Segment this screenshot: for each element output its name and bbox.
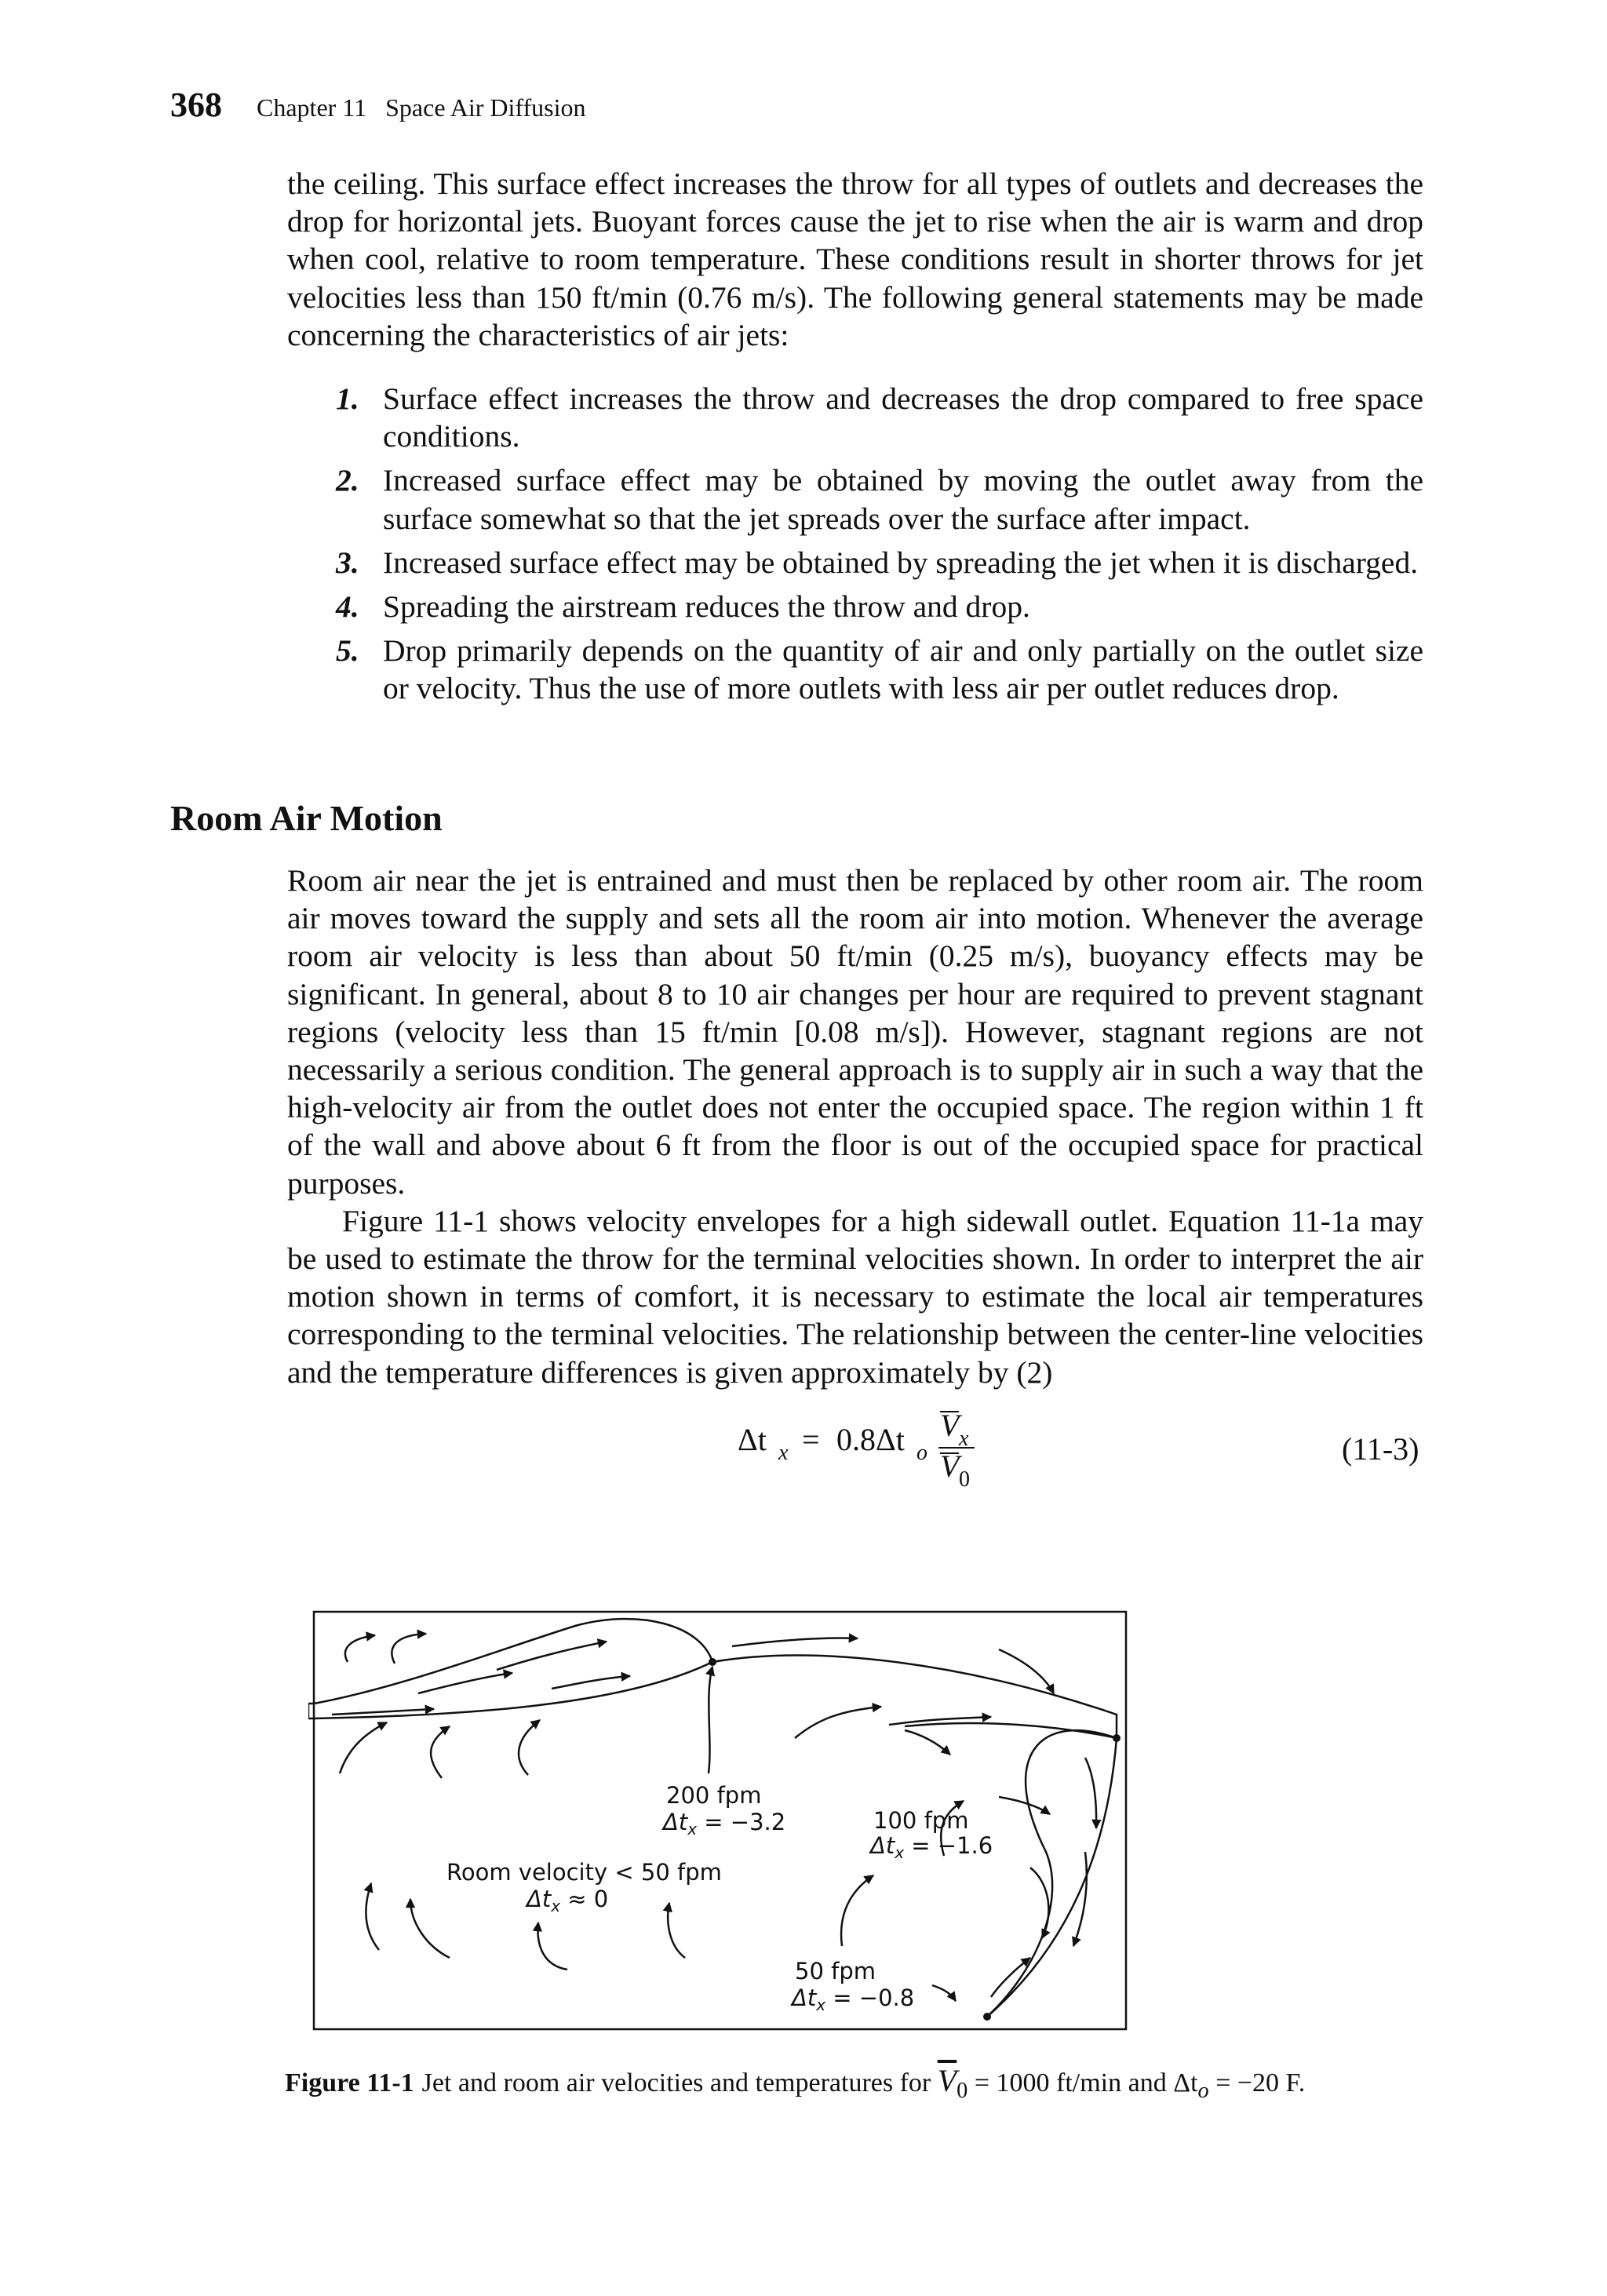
section-body [287,862,1423,1391]
jet-arrow [418,1673,512,1693]
eq-coef: 0.8Δt [836,1422,905,1457]
list-item [287,461,1423,537]
list-item [287,544,1423,581]
label-room-dt: Δt [527,1886,552,1912]
svg-text:Δtx ≈ 0 [525,1886,608,1915]
room-arrow [410,1899,450,1958]
caption-text-c: = −20 F. [1208,2068,1306,2097]
room-arrow [537,1922,567,1970]
room-arrow [905,1730,950,1755]
intro-text: the ceiling. This surface effect increases the throw for all types of outlets and decreases the drop for horizontal jets. Buoyant forces cause the jet to rise when the air is warm and drop when cool, relative to room temperature. These conditions result in shorter throws for jet velocities less than 150 ft/min (0.76 m/s). The following general statements may be made concerning the characteristics of air jets: [287,166,1423,352]
eq-den-var: V [940,1449,960,1484]
item-number: 4. [336,589,359,625]
svg-text:= [802,1422,820,1457]
caption-v-sub: 0 [957,2078,968,2103]
label-200fpm: 200 fpm [666,1782,762,1809]
jet-statements-list [287,380,1423,714]
room-arrow [431,1726,450,1778]
paragraph: Room air near the jet is entrained and must then be replaced by other room air. The room air moves toward the supply and sets all the room air into motion. Whenever the average room air velocity is less than about 50 ft/min (0.25 m/s), buoyancy effects may be significant. In general, about 8 to 10 air changes per hour are required to prevent stagnant regions (velocity less than 15 ft/min [0.08 m/s]). However, stagnant regions are not necessarily a serious condition. The general approach is to supply air in such a way that the high-velocity air from the outlet does not enter the occupied space. The region within 1 ft of the wall and above about 6 ft from the floor is out of the occupied space for practical purposes. [287,863,1423,1201]
equation-graphic [738,1405,1130,1514]
eq-num-sub: x [959,1427,969,1451]
label-100fpm: 100 fpm [873,1807,969,1834]
label-100fpm-val: = −1.6 [904,1832,993,1859]
svg-text:0.8Δt [836,1422,905,1457]
room-arrow [1030,1868,1048,1938]
room-arrow [841,1875,873,1946]
label-50fpm: 50 fpm [795,1958,876,1984]
envelope-50fpm-inner [987,1730,1117,2017]
label-200fpm-dt: Δt [663,1809,688,1835]
equation-number: (11-3) [1342,1431,1419,1467]
paragraph: Figure 11-1 shows velocity envelopes for a high sidewall outlet. Equation 11-1a may be used to estimate the throw for the terminal velocities shown. In order to interpret the air motion shown in terms of comfort, it is necessary to estimate the local air temperatures corresponding to the terminal velocities. The relationship between the center-line velocities and the temperature differences is given approximately by (2) [287,1203,1423,1390]
jet-tip-dot [709,1658,716,1666]
room-arrow [668,1903,685,1958]
label-50fpm-val: = −0.8 [825,1984,915,2011]
item-text: Surface effect increases the throw and decreases the drop compared to free space conditions. [383,381,1423,454]
intro-paragraph [287,165,1423,354]
room-arrow [1085,1758,1096,1828]
caption-label: Figure 11-1 [285,2068,414,2097]
label-200fpm-val: = −3.2 [697,1809,786,1835]
label-200fpm-sub: x [687,1820,698,1839]
label-room-velocity: Room velocity < 50 fpm [446,1859,722,1886]
label-room-val: ≈ 0 [560,1886,609,1912]
figure-caption [285,2062,1305,2104]
item-text: Drop primarily depends on the quantity of air and only partially on the outlet size or velocity. Thus the use of more outlets with less air per outlet reduces drop. [383,633,1423,706]
svg-text:Δtx = −1.6 [869,1832,993,1862]
eq-den-sub: 0 [959,1467,970,1492]
entrainment-arrow [345,1635,375,1662]
floor-dot [983,2013,991,2021]
jet-envelope-upper [314,1619,712,1704]
jet-arrow [552,1676,630,1689]
room-arrow [932,1985,956,2001]
caption-t-sub: o [1197,2078,1209,2103]
label-room-sub: x [551,1897,561,1915]
item-text: Increased surface effect may be obtained by spreading the jet when it is discharged. [383,545,1419,580]
eq-equals: = [802,1422,820,1457]
item-number: 5. [336,633,359,669]
page-number: 368 [170,86,222,124]
running-header [170,85,585,125]
svg-text:0 [959,1467,970,1492]
room-arrow [795,1707,881,1738]
jet-arrow [332,1709,434,1715]
item-number: 1. [336,381,359,416]
eq-coef-sub: o [916,1441,927,1465]
eq-lhs-sub: x [778,1441,789,1465]
entrainment-arrow [392,1634,426,1664]
room-arrow [366,1883,379,1950]
caption-text-b: = 1000 ft/min and Δt [967,2068,1198,2097]
label-50fpm-dt: Δt [792,1984,817,2011]
svg-text:x [778,1441,789,1465]
label-100fpm-sub: x [895,1843,905,1862]
svg-text:o [916,1441,927,1465]
room-arrow [999,1797,1050,1814]
label-100fpm-dt: Δt [870,1832,895,1859]
svg-text:Δtx = −0.8 [790,1984,914,2014]
svg-text:Δt [738,1422,767,1457]
svg-text:Δtx = −3.2 [661,1809,785,1839]
airflow-diagram [308,1601,1129,2036]
list-item [287,588,1423,625]
item-number: 3. [336,545,359,580]
item-text: Increased surface effect may be obtained by moving the outlet away from the surface somewhat so that the jet spreads over the surface after impact. [383,463,1423,536]
chapter-title: Space Air Diffusion [385,93,586,122]
leader-200fpm [709,1667,712,1773]
caption-v: $\overline{V}$ [937,2063,957,2098]
equation-11-3 [738,1405,1130,1514]
list-item [287,632,1423,707]
caption-text-a: Jet and room air velocities and temperatures for [421,2068,938,2097]
jet-arrow [732,1638,858,1646]
eq-num-var: V [940,1408,960,1443]
figure-11-1 [308,1601,1129,2036]
item-number: 2. [336,463,359,498]
room-arrow [340,1722,387,1773]
label-50fpm-sub: x [816,1995,826,2014]
room-arrow [519,1720,540,1775]
eq-lhs: Δt [738,1422,767,1457]
chapter-label: Chapter 11 [257,93,367,122]
item-text: Spreading the airstream reduces the throw and drop. [383,589,1030,625]
section-heading: Room Air Motion [170,798,443,838]
envelope-100fpm [712,1656,1117,1738]
list-item [287,380,1423,455]
wall-dot [1113,1734,1121,1742]
